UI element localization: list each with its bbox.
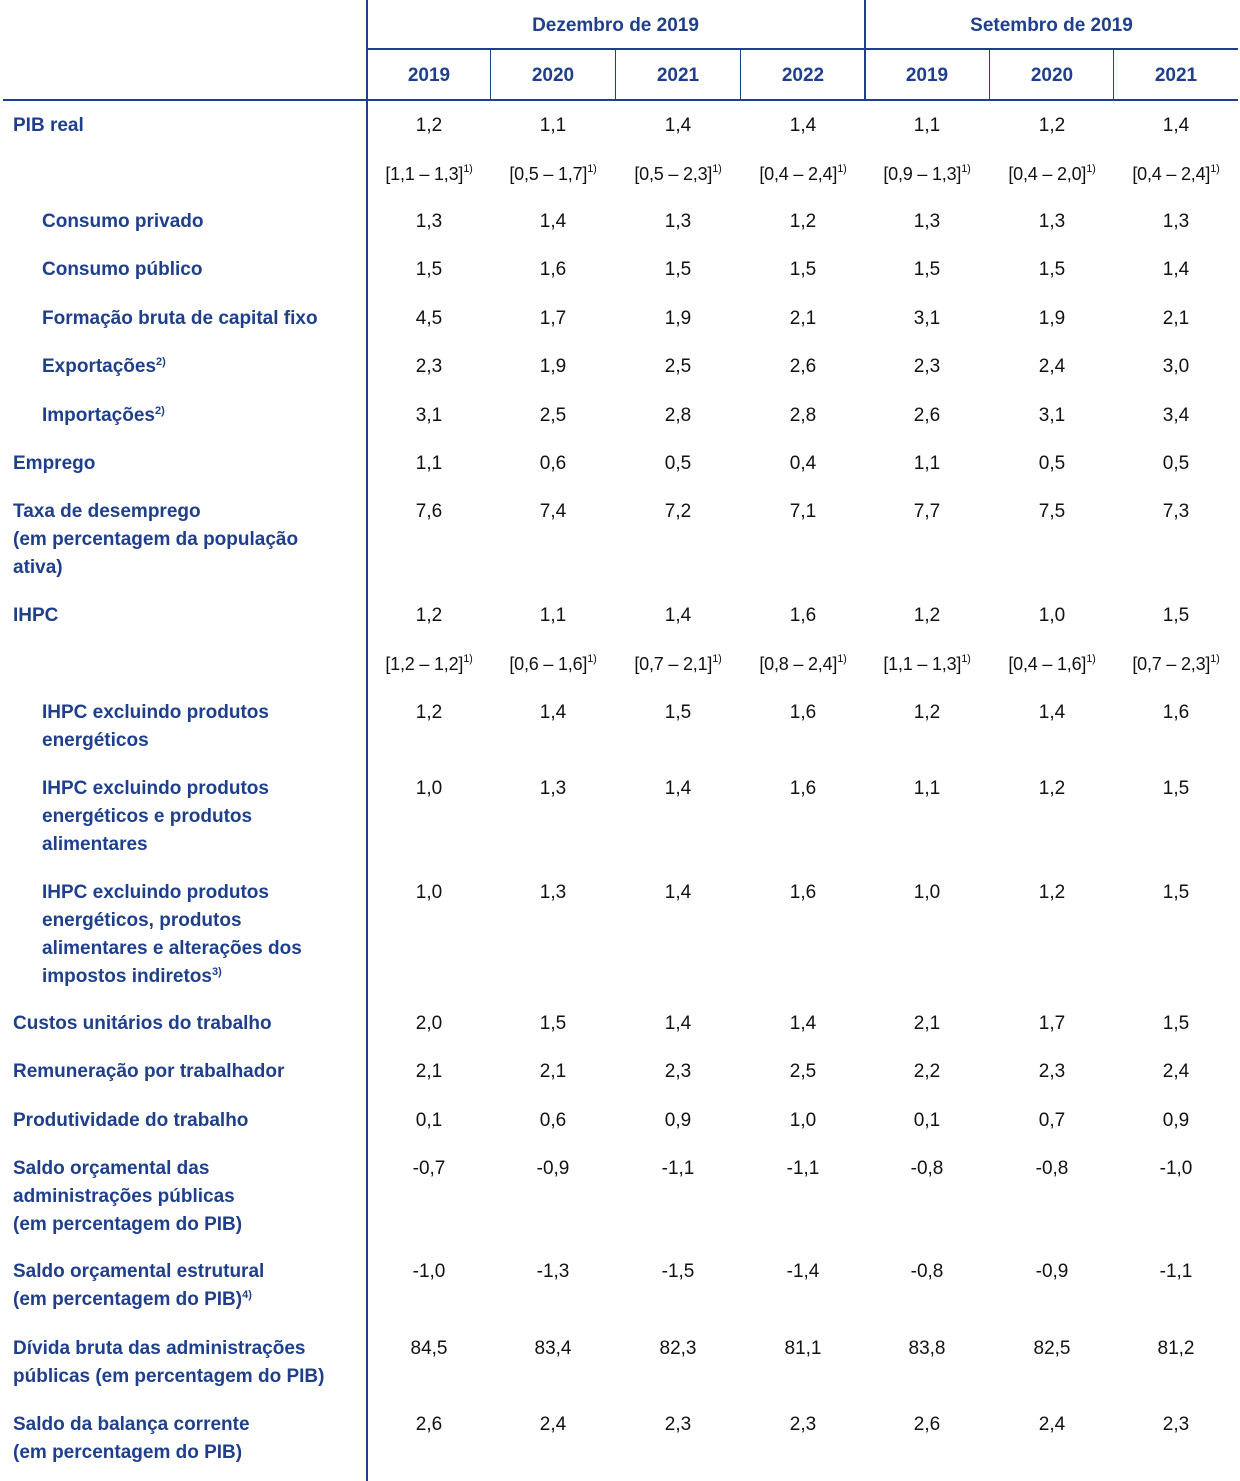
cell-value: 1,6 — [789, 778, 817, 799]
cell-value: 3,1 — [415, 405, 443, 426]
cell-value: 84,5 — [410, 1338, 448, 1359]
cell-value: 1,4 — [789, 115, 817, 136]
cell-value: 0,5 — [664, 453, 692, 474]
row-label: Taxa de desemprego (em percentagem da população ativa) — [13, 501, 299, 578]
cell-value: 1,0 — [789, 1110, 817, 1131]
cell-value: 0,4 — [789, 453, 817, 474]
group-header-september-2019: Setembro de 2019 — [970, 15, 1133, 36]
cell-value: 0,1 — [415, 1110, 443, 1131]
cell-value: 82,3 — [659, 1338, 697, 1359]
cell-value: 1,4 — [664, 115, 692, 136]
row-label: IHPC — [13, 605, 59, 626]
cell-value: 1,3 — [913, 211, 941, 232]
cell-value: 81,1 — [784, 1338, 822, 1359]
cell-value: 1,3 — [539, 778, 567, 799]
footnote-marker: 1) — [712, 163, 722, 175]
cell-value: 1,4 — [664, 778, 692, 799]
cell-value: 1,3 — [664, 211, 692, 232]
cell-value: 0,9 — [1162, 1110, 1190, 1131]
cell-value: 1,3 — [415, 211, 443, 232]
row-label: Produtividade do trabalho — [13, 1110, 249, 1131]
cell-value: 1,3 — [539, 882, 567, 903]
cell-value: 1,3 — [1162, 211, 1190, 232]
cell-value: 1,6 — [789, 882, 817, 903]
cell-value: 1,6 — [539, 259, 567, 280]
year-header: 2021 — [656, 65, 700, 86]
cell-value: 1,5 — [1162, 778, 1190, 799]
range-value: [0,7 – 2,3]$^{1)}$ — [1132, 653, 1220, 674]
year-header: 2021 — [1154, 65, 1198, 86]
year-header: 2020 — [1030, 65, 1074, 86]
year-header: 2020 — [531, 65, 575, 86]
cell-value: 2,1 — [1162, 308, 1190, 329]
cell-value: 1,2 — [415, 605, 443, 626]
footnote-marker: 1) — [1210, 653, 1220, 665]
cell-value: 1,2 — [913, 605, 941, 626]
cell-value: 1,1 — [415, 453, 443, 474]
cell-value: 1,4 — [789, 1013, 817, 1034]
cell-value: 0,5 — [1162, 453, 1190, 474]
cell-value: 2,2 — [913, 1061, 941, 1082]
footnote-marker: 1) — [837, 163, 847, 175]
row-label: Importações$^{2)}$ — [42, 405, 165, 426]
range-value: [0,4 – 2,0]$^{1)}$ — [1008, 163, 1096, 184]
cell-value: 2,8 — [664, 405, 692, 426]
row-label: Exportações$^{2)}$ — [42, 356, 166, 377]
footnote-marker: 1) — [1086, 653, 1096, 665]
range-value: [0,5 – 2,3]$^{1)}$ — [634, 163, 722, 184]
cell-value: 2,3 — [789, 1414, 817, 1435]
cell-value: 1,2 — [789, 211, 817, 232]
row-label: Formação bruta de capital fixo — [42, 308, 318, 329]
cell-value: 1,2 — [415, 702, 443, 723]
cell-value: 1,2 — [1038, 115, 1066, 136]
footnote-marker: 1) — [463, 163, 473, 175]
cell-value: 1,6 — [1162, 702, 1190, 723]
year-header: 2022 — [781, 65, 825, 86]
cell-value: 1,5 — [1162, 605, 1190, 626]
row-label: IHPC excluindo produtos energéticos — [42, 702, 269, 751]
cell-value: 2,0 — [415, 1013, 443, 1034]
cell-value: -1,3 — [536, 1261, 570, 1282]
cell-value: 1,4 — [1038, 702, 1066, 723]
range-value: [1,1 – 1,3]$^{1)}$ — [883, 653, 971, 674]
cell-value: 1,2 — [1038, 882, 1066, 903]
cell-value: -1,4 — [786, 1261, 820, 1282]
cell-value: 1,4 — [539, 702, 567, 723]
cell-value: 0,1 — [913, 1110, 941, 1131]
cell-value: -0,8 — [910, 1261, 944, 1282]
range-value: [0,8 – 2,4]$^{1)}$ — [759, 653, 847, 674]
range-value: [1,2 – 1,2]$^{1)}$ — [385, 653, 473, 674]
footnote-marker: 1) — [463, 653, 473, 665]
cell-value: 1,1 — [913, 453, 941, 474]
cell-value: 0,6 — [539, 1110, 567, 1131]
cell-value: 2,6 — [913, 1414, 941, 1435]
range-value: [0,5 – 1,7]$^{1)}$ — [509, 163, 597, 184]
cell-value: 3,0 — [1162, 356, 1190, 377]
footnote-marker: 4) — [242, 1289, 252, 1301]
cell-value: 0,7 — [1038, 1110, 1066, 1131]
cell-value: -1,1 — [661, 1158, 695, 1179]
cell-value: 1,0 — [415, 778, 443, 799]
row-label: Emprego — [13, 453, 96, 474]
footnote-marker: 2) — [156, 356, 166, 368]
range-value: [1,1 – 1,3]$^{1)}$ — [385, 163, 473, 184]
cell-value: 81,2 — [1157, 1338, 1195, 1359]
footnote-marker: 2) — [154, 405, 165, 417]
cell-value: 2,8 — [789, 405, 817, 426]
cell-value: 7,4 — [539, 501, 567, 522]
cell-value: 3,1 — [1038, 405, 1066, 426]
cell-value: 1,1 — [539, 115, 567, 136]
footnote-marker: 1) — [587, 653, 597, 665]
cell-value: 1,1 — [913, 115, 941, 136]
cell-value: 1,2 — [1038, 778, 1066, 799]
cell-value: 1,4 — [1162, 259, 1190, 280]
cell-value: 3,4 — [1162, 405, 1190, 426]
cell-value: 1,1 — [913, 778, 941, 799]
range-value: [0,4 – 2,4]$^{1)}$ — [1132, 163, 1220, 184]
cell-value: 2,3 — [913, 356, 941, 377]
footnote-marker: 1) — [961, 163, 971, 175]
cell-value: -1,0 — [412, 1261, 446, 1282]
cell-value: 3,1 — [913, 308, 941, 329]
row-label: Saldo orçamental das administrações públicas (em percentagem do PIB) — [13, 1158, 243, 1235]
range-value: [0,9 – 1,3]$^{1)}$ — [883, 163, 971, 184]
cell-value: 1,4 — [664, 882, 692, 903]
row-label: IHPC excluindo produtos energéticos e produtos alimentares — [42, 778, 269, 855]
cell-value: 2,3 — [415, 356, 443, 377]
cell-value: 1,5 — [415, 259, 443, 280]
cell-value: 7,3 — [1162, 501, 1190, 522]
cell-value: 1,2 — [913, 702, 941, 723]
cell-value: 7,6 — [415, 501, 443, 522]
row-label: Custos unitários do trabalho — [13, 1013, 272, 1034]
cell-value: -1,0 — [1159, 1158, 1193, 1179]
row-label: IHPC excluindo produtos energéticos, produtos alimentares e alterações dos impostos indiretos$^{3)}$ — [42, 882, 302, 987]
cell-value: 1,5 — [913, 259, 941, 280]
group-header-december-2019: Dezembro de 2019 — [532, 15, 699, 36]
cell-value: 2,4 — [1162, 1061, 1190, 1082]
range-value: [0,7 – 2,1]$^{1)}$ — [634, 653, 722, 674]
row-label: PIB real — [13, 115, 84, 136]
cell-value: 1,9 — [664, 308, 692, 329]
cell-value: 1,5 — [789, 259, 817, 280]
cell-value: 2,3 — [664, 1414, 692, 1435]
footnote-marker: 1) — [1210, 163, 1220, 175]
cell-value: 2,1 — [913, 1013, 941, 1034]
cell-value: 82,5 — [1033, 1338, 1071, 1359]
year-header: 2019 — [407, 65, 451, 86]
cell-value: 1,7 — [539, 308, 567, 329]
year-header: 2019 — [905, 65, 949, 86]
cell-value: 1,5 — [664, 259, 692, 280]
cell-value: -1,1 — [786, 1158, 820, 1179]
cell-value: 0,5 — [1038, 453, 1066, 474]
cell-value: 4,5 — [415, 308, 443, 329]
range-value: [0,4 – 1,6]$^{1)}$ — [1008, 653, 1096, 674]
cell-value: -0,8 — [1035, 1158, 1069, 1179]
footnote-marker: 1) — [712, 653, 722, 665]
range-value: [0,6 – 1,6]$^{1)}$ — [509, 653, 597, 674]
cell-value: 1,7 — [1038, 1013, 1066, 1034]
cell-value: 2,6 — [415, 1414, 443, 1435]
cell-value: 1,9 — [539, 356, 567, 377]
range-value: [0,4 – 2,4]$^{1)}$ — [759, 163, 847, 184]
cell-value: 2,6 — [789, 356, 817, 377]
cell-value: 83,8 — [908, 1338, 946, 1359]
cell-value: 1,1 — [539, 605, 567, 626]
cell-value: 2,4 — [539, 1414, 567, 1435]
cell-value: 2,1 — [539, 1061, 567, 1082]
cell-value: 2,3 — [1038, 1061, 1066, 1082]
footnote-marker: 1) — [1086, 163, 1096, 175]
footnote-marker: 1) — [587, 163, 597, 175]
cell-value: -0,9 — [536, 1158, 570, 1179]
row-label: Consumo público — [42, 259, 203, 280]
cell-value: 1,5 — [664, 702, 692, 723]
cell-value: 2,5 — [664, 356, 692, 377]
cell-value: 2,1 — [415, 1061, 443, 1082]
cell-value: 2,3 — [664, 1061, 692, 1082]
cell-value: 2,6 — [913, 405, 941, 426]
cell-value: 2,1 — [789, 308, 817, 329]
cell-value: 0,6 — [539, 453, 567, 474]
cell-value: 1,4 — [664, 605, 692, 626]
cell-value: 7,7 — [913, 501, 941, 522]
row-label: Remuneração por trabalhador — [13, 1061, 285, 1082]
footnote-marker: 1) — [961, 653, 971, 665]
row-label: Saldo da balança corrente (em percentagem do PIB) — [13, 1414, 250, 1463]
cell-value: 1,9 — [1038, 308, 1066, 329]
cell-value: 1,0 — [415, 882, 443, 903]
footnote-marker: 3) — [211, 966, 222, 978]
row-label: Saldo orçamental estrutural (em percentagem do PIB)$^{4)}$ — [13, 1261, 265, 1310]
cell-value: 2,5 — [539, 405, 567, 426]
cell-value: 7,1 — [789, 501, 817, 522]
cell-value: 1,4 — [539, 211, 567, 232]
cell-value: 1,5 — [1038, 259, 1066, 280]
cell-value: -0,8 — [910, 1158, 944, 1179]
cell-value: 1,0 — [913, 882, 941, 903]
cell-value: 1,5 — [1162, 882, 1190, 903]
cell-value: 1,5 — [1162, 1013, 1190, 1034]
cell-value: 1,2 — [415, 115, 443, 136]
cell-value: 1,0 — [1038, 605, 1066, 626]
cell-value: 2,4 — [1038, 1414, 1066, 1435]
cell-value: 1,3 — [1038, 211, 1066, 232]
cell-value: 1,6 — [789, 702, 817, 723]
cell-value: 7,5 — [1038, 501, 1066, 522]
cell-value: 1,4 — [1162, 115, 1190, 136]
cell-value: 7,2 — [664, 501, 692, 522]
cell-value: -0,9 — [1035, 1261, 1069, 1282]
cell-value: 2,4 — [1038, 356, 1066, 377]
cell-value: 2,3 — [1162, 1414, 1190, 1435]
cell-value: 1,6 — [789, 605, 817, 626]
cell-value: -0,7 — [412, 1158, 446, 1179]
row-label: Consumo privado — [42, 211, 204, 232]
cell-value: -1,5 — [661, 1261, 695, 1282]
cell-value: -1,1 — [1159, 1261, 1193, 1282]
cell-value: 2,5 — [789, 1061, 817, 1082]
row-label: Dívida bruta das administrações públicas (em percentagem do PIB) — [13, 1338, 325, 1387]
cell-value: 83,4 — [534, 1338, 572, 1359]
footnote-marker: 1) — [837, 653, 847, 665]
cell-value: 0,9 — [664, 1110, 692, 1131]
cell-value: 1,4 — [664, 1013, 692, 1034]
cell-value: 1,5 — [539, 1013, 567, 1034]
